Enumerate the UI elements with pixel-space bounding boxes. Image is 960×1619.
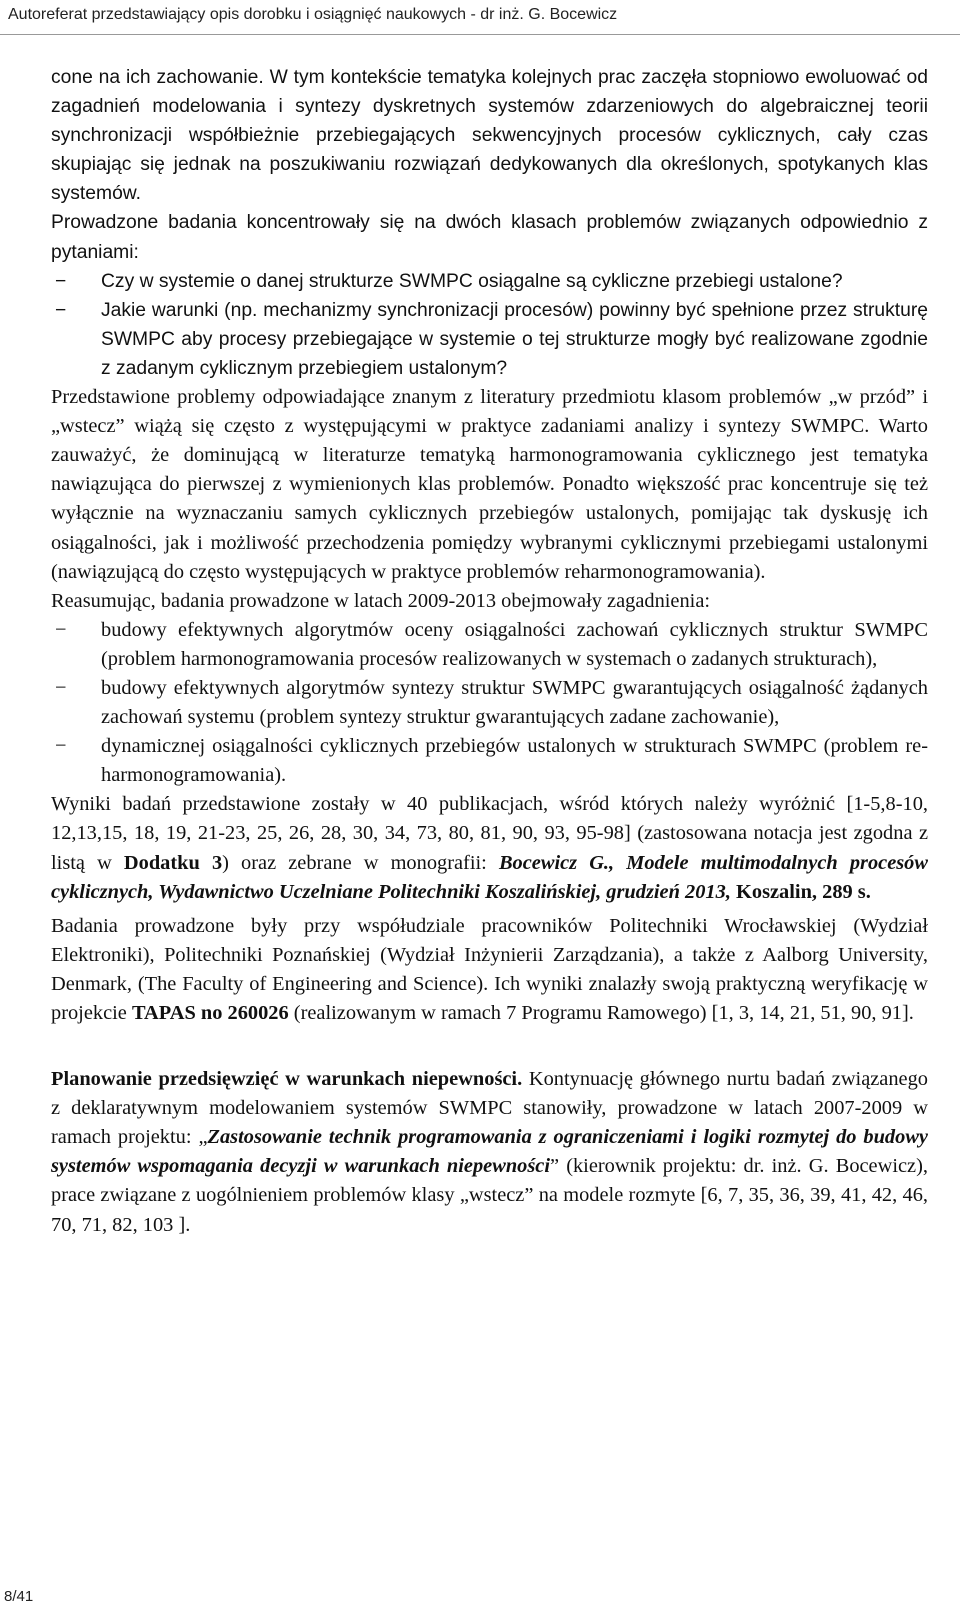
topic-list <box>51 616 928 791</box>
list-item: − Czy w systemie o danej strukturze SWMPC osiągalne są cykliczne przebiegi ustalone? <box>101 267 928 296</box>
document-body <box>51 63 928 1240</box>
paragraph-collaboration: Badania prowadzone były przy współudziale pracowników Politechniki Wrocławskiej (Wydział Elektroniki), Politechniki Poznańskiej (Wydział Inżynierii Zarządzania), a także z Aalborg University, Denmark, (The Faculty of Engineering and Science). Ich wyniki znalazły swoją praktyczną weryfikację w projekcie TAPAS no 260026 (realizowanym w ramach 7 Programu Ramowego) [1, 3, 14, 21, 51, 90, 91]. <box>51 914 928 1024</box>
paragraph-research-focus: Prowadzone badania koncentrowały się na dwóch klasach problemów związanych odpowiednio z pytaniami: <box>51 212 928 263</box>
page-number: 8/41 <box>4 1588 34 1605</box>
document-header: Autoreferat przedstawiający opis dorobku i osiągnięć naukowych - dr inż. G. Bocewicz <box>8 6 618 23</box>
paragraph-context: cone na ich zachowanie. W tym kontekście tematyka kolejnych prac zaczęła stopniowo ewoluować od zagadnień modelowania i syntezy dyskretnych systemów zdarzeniowych do algebraicznej teorii synchronizacji współbieżnie przebiegających sekwencyjnych procesów cyklicznych, cały czas skupiając się jednak na poszukiwaniu rozwiązań dedykowanych dla określonych, spotykanych klas systemów. <box>51 67 928 205</box>
list-item: − budowy efektywnych algorytmów oceny osiągalności zachowań cyklicznych struktur SWMPC (problem harmonogramowania procesów realizowanych w systemach o zadanych strukturach), <box>101 616 928 674</box>
paragraph-problems: Przedstawione problemy odpowiadające znanym z literatury przedmiotu klasom problemów „w przód” i „wstecz” wiążą się często z występującymi w praktyce zadaniami analizy i syntezy SWMPC. Warto zauważyć, że dominującą w literaturze tematyką harmonogramowania cyklicznego jest tematyka nawiązująca do pierwszej z wymienionych klas problemów. Ponadto większość prac koncentruje się też wyłącznie na wyznaczaniu samych cyklicznych przebiegów ustalonych, pomijając tak dyskusję ich osiągalności, jak i możliwość przechodzenia pomiędzy wybranymi cyklicznymi przebiegami ustalonymi (nawiązującą do często występujących w praktyce problemów reharmonogramowania). <box>51 386 928 583</box>
list-item: − budowy efektywnych algorytmów syntezy struktur SWMPC gwarantujących osiągalność żądanych zachowań systemu (problem syntezy struktur gwarantujących zadane zachowanie), <box>101 674 928 732</box>
paragraph-uncertainty: Planowanie przedsięwzięć w warunkach niepewności. Kontynuację głównego nurtu badań związanego z deklaratywnym modelowaniem systemów SWMPC stanowiły, prowadzone w latach 2007-2009 w ramach projektu: „Zastosowanie technik programowania z ograniczeniami i logiki rozmytej do budowy systemów wspomagania decyzji w warunkach niepewności” (kierownik projektu: dr. inż. G. Bocewicz), prace związane z uogólnieniem problemów klasy „wstecz” na modele rozmyte [6, 7, 35, 36, 39, 41, 42, 46, 70, 71, 82, 103 ]. <box>51 1068 928 1236</box>
appendix-reference: Dodatku 3 <box>123 851 223 874</box>
header-rule <box>0 34 960 35</box>
list-item: − Jakie warunki (np. mechanizmy synchronizacji procesów) powinny być spełnione przez strukturę SWMPC aby procesy przebiegające w systemie o tej strukturze mogły być realizowane zgodnie z zadanym cyklicznym przebiegiem ustalonym? <box>101 296 928 383</box>
project-title: Zastosowanie technik programowania z ograniczeniami i logiki rozmytej do budowy systemów wspomagania decyzji w warunkach niepewności <box>51 1126 928 1178</box>
monograph-citation: Bocewicz G., Modele multimodalnych procesów cyklicznych, Wydawnictwo Uczelniane Politechniki Koszalińskiej, grudzień 2013, <box>51 851 928 903</box>
paragraph-results: Wyniki badań przedstawione zostały w 40 publikacjach, wśród których należy wyróżnić [1-5,8-10, 12,13,15, 18, 19, 21-23, 25, 26, 28, 30, 34, 73, 80, 81, 90, 93, 95-98] (zastosowana notacja jest zgodna z listą w Dodatku 3) oraz zebrane w monografii: Bocewicz G., Modele multimodalnych procesów cyklicznych, Wydawnictwo Uczelniane Politechniki Koszalińskiej, grudzień 2013, Koszalin, 289 s. <box>51 793 928 903</box>
paragraph-summary: Reasumując, badania prowadzone w latach 2009-2013 obejmowały zagadnienia: <box>51 589 711 612</box>
section-heading: Planowanie przedsięwzięć w warunkach niepewności. <box>51 1068 523 1091</box>
list-item: − dynamicznej osiągalności cyklicznych przebiegów ustalonych w strukturach SWMPC (problem re-harmonogramowania). <box>101 732 928 790</box>
question-list <box>51 267 928 383</box>
project-name: TAPAS no 260026 <box>131 1002 289 1024</box>
